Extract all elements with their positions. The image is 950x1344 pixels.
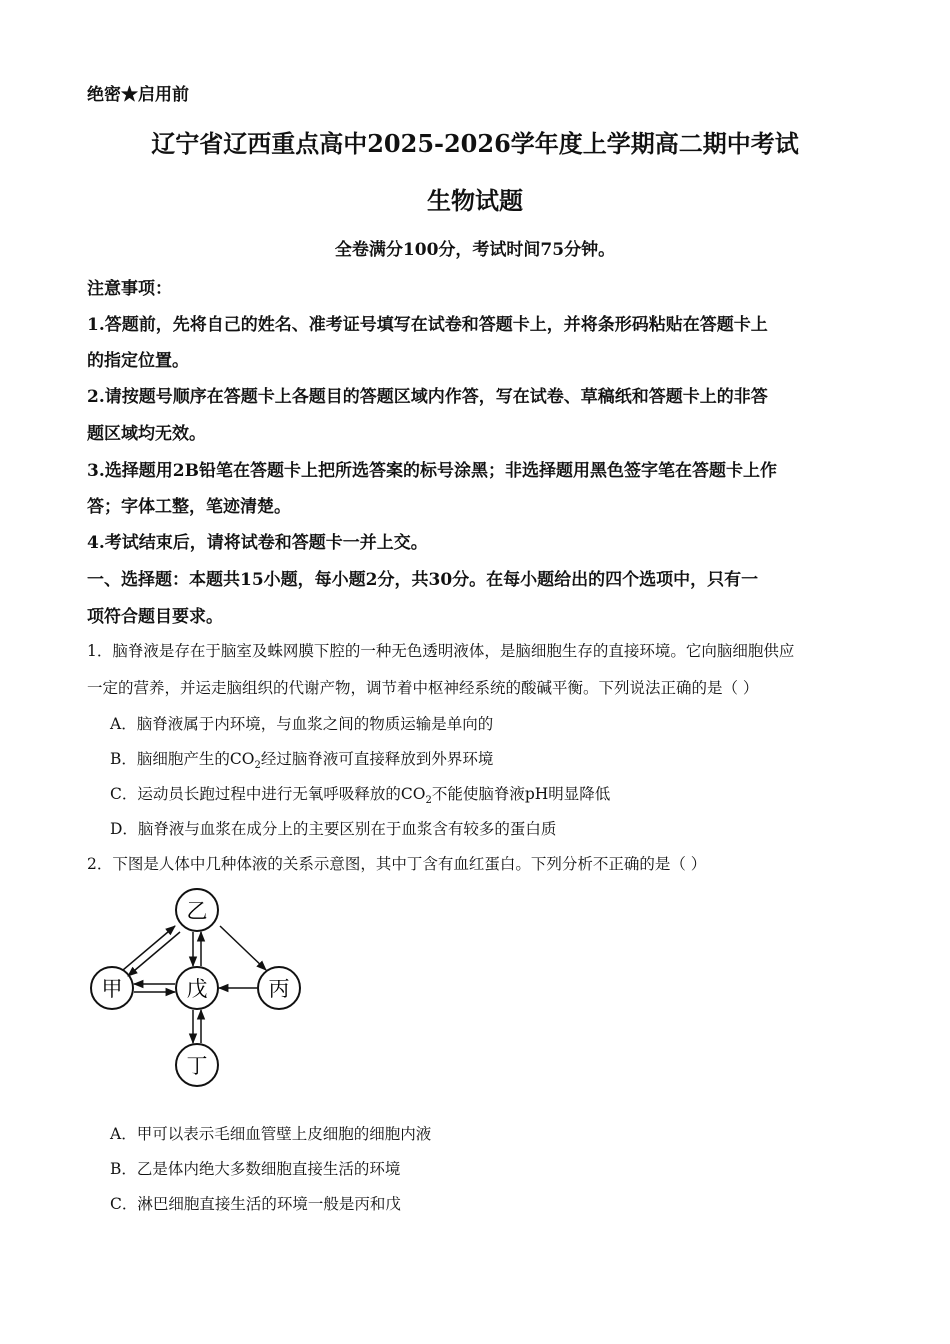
notice-line: 1.答题前，先将自己的姓名、准考证号填写在试卷和答题卡上，并将条形码粘贴在答题卡上 [87,315,768,335]
node-bing [258,967,300,1009]
exam-title: 辽宁省辽西重点高中2025-2026学年度上学期高二期中考试 [151,129,799,158]
q2-option-c: C．淋巴细胞直接生活的环境一般是丙和戊 [110,1195,401,1213]
q1-option-c: C．运动员长跑过程中进行无氧呼吸释放的$CO_2$不能使脑脊液pH明显降低 [110,785,611,807]
notice-line: 题区域均无效。 [87,424,206,444]
svg-text:丁: 丁 [186,1054,208,1078]
node-yi [176,889,218,931]
q2-option-b: B．乙是体内绝大多数细胞直接生活的环境 [110,1160,401,1178]
q1-stem: 1．脑脊液是存在于脑室及蛛网膜下腔的一种无色透明液体，是脑细胞生存的直接环境。它向脑细胞供应 [87,642,795,660]
node-ding [176,1044,218,1086]
q1-stem: 一定的营养，并运走脑组织的代谢产物，调节着中枢神经系统的酸碱平衡。下列说法正确的是（ ） [87,679,759,697]
svg-text:戊: 戊 [186,977,208,1001]
arrow-jia-to-yi [123,926,175,970]
q2-option-a: A．甲可以表示毛细血管壁上皮细胞的细胞内液 [110,1125,432,1143]
notice-heading: 注意事项： [87,279,172,299]
section-heading: 一、选择题：本题共15小题，每小题2分，共30分。在每小题给出的四个选项中，只有一 [87,570,759,590]
q1-option-a: A．脑脊液属于内环境，与血浆之间的物质运输是单向的 [110,715,494,733]
node-wu [176,967,218,1009]
arrow-yi-to-bing [220,926,266,970]
notice-line: 2.请按题号顺序在答题卡上各题目的答题区域内作答，写在试卷、草稿纸和答题卡上的非答 [87,387,768,407]
section-heading: 项符合题目要求。 [87,607,223,627]
q1-option-b: B．脑细胞产生的$CO_2$经过脑脊液可直接释放到外界环境 [110,750,494,772]
notice-line: 4.考试结束后，请将试卷和答题卡一并上交。 [87,533,428,553]
notice-line: 答；字体工整，笔迹清楚。 [87,497,291,517]
node-jia [91,967,133,1009]
notice-line: 的指定位置。 [87,351,189,371]
svg-text:丙: 丙 [268,977,290,1001]
subject-title: 生物试题 [427,186,523,215]
svg-text:乙: 乙 [186,899,208,923]
body-fluid-diagram [80,880,320,1095]
secret-mark: 绝密★启用前 [87,85,189,105]
q2-stem: 2．下图是人体中几种体液的关系示意图，其中丁含有血红蛋白。下列分析不正确的是（ ） [87,855,707,873]
q1-option-d: D．脑脊液与血浆在成分上的主要区别在于血浆含有较多的蛋白质 [110,820,557,838]
svg-text:甲: 甲 [101,977,123,1001]
notice-line: 3.选择题用2B铅笔在答题卡上把所选答案的标号涂黑；非选择题用黑色签字笔在答题卡上作 [87,461,777,481]
score-info: 全卷满分100分，考试时间75分钟。 [334,240,616,260]
arrow-yi-to-jia [128,932,180,976]
